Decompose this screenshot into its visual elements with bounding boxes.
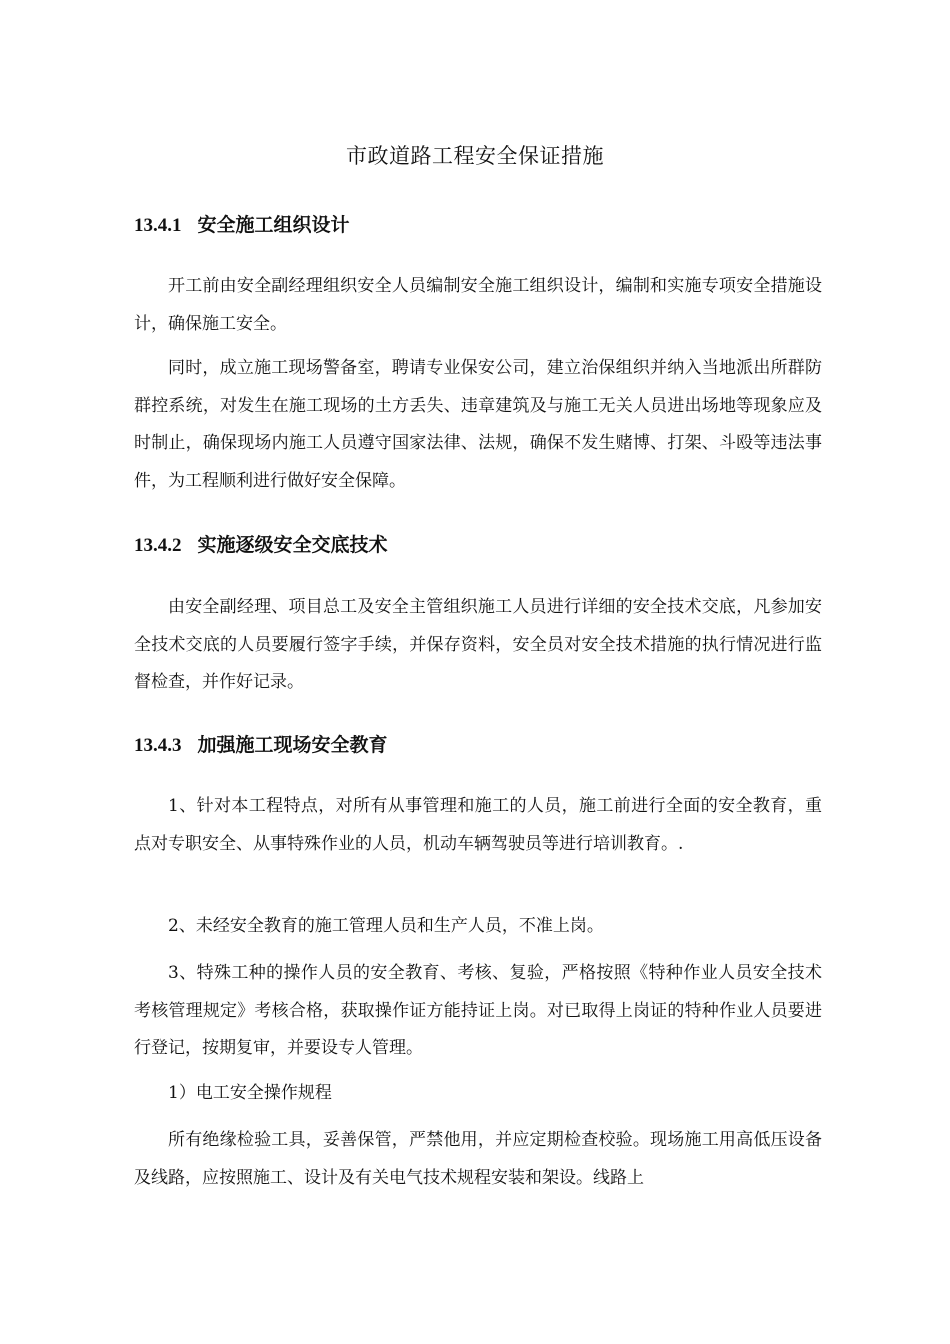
paragraph: 由安全副经理、项目总工及安全主管组织施工人员进行详细的安全技术交底，凡参加安全技术交底的人员要履行签字手续，并保存资料，安全员对安全技术措施的执行情况进行监督检查，并作好记录。 [134, 597, 822, 692]
section-heading-13-4-2 [134, 530, 834, 561]
section-number: 13.4.2 [134, 535, 182, 556]
subsection-label: 1）电工安全操作规程 [168, 1083, 332, 1103]
section-heading-13-4-3 [134, 730, 834, 761]
section-heading-text: 加强施工现场安全教育 [197, 734, 388, 756]
section-heading-text: 安全施工组织设计 [197, 214, 350, 236]
list-item: 2、未经安全教育的施工管理人员和生产人员，不准上岗。 [168, 916, 604, 936]
section-heading-text: 实施逐级安全交底技术 [197, 534, 388, 556]
paragraph: 所有绝缘检验工具，妥善保管，严禁他用，并应定期检查校验。现场施工用高低压设备及线路，应按照施工、设计及有关电气技术规程安装和架设。线路上 [134, 1130, 822, 1188]
document-title: 市政道路工程安全保证措施 [346, 144, 604, 168]
section-number: 13.4.3 [134, 735, 182, 756]
paragraph: 开工前由安全副经理组织安全人员编制安全施工组织设计，编制和实施专项安全措施设计，确保施工安全。 [134, 276, 822, 334]
paragraph: 同时，成立施工现场警备室，聘请专业保安公司，建立治保组织并纳入当地派出所群防群控系统，对发生在施工现场的土方丢失、违章建筑及与施工无关人员进出场地等现象应及时制止，确保现场内施工人员遵守国家法律、法规，确保不发生赌博、打架、斗殴等违法事件，为工程顺利进行做好安全保障。 [134, 358, 822, 491]
section-heading-13-4-1 [134, 210, 834, 241]
list-item: 1、针对本工程特点，对所有从事管理和施工的人员，施工前进行全面的安全教育，重点对专职安全、从事特殊作业的人员，机动车辆驾驶员等进行培训教育。. [134, 796, 822, 854]
section-number: 13.4.1 [134, 215, 182, 236]
list-item: 3、特殊工种的操作人员的安全教育、考核、复验，严格按照《特种作业人员安全技术考核管理规定》考核合格，获取操作证方能持证上岗。对已取得上岗证的特种作业人员要进行登记，按期复审，并要设专人管理。 [134, 963, 822, 1058]
